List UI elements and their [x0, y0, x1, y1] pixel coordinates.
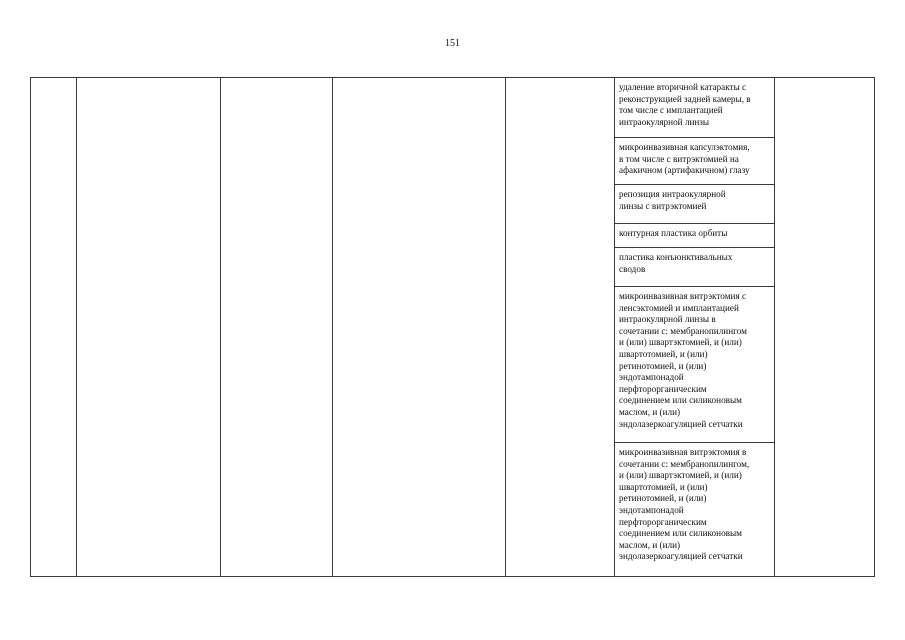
procedures-table — [30, 77, 875, 577]
procedure-line: ретинотомией, и (или) — [619, 493, 707, 504]
procedure-cell — [615, 224, 775, 247]
procedure-line: маслом, и (или) — [619, 539, 681, 550]
procedure-line: микроинвазивная витрэктомия в — [619, 447, 747, 457]
column-divider — [505, 78, 506, 576]
procedure-line: эндолазеркоагуляцией сетчатки — [619, 551, 743, 562]
procedure-line: афакичном (артифакичном) глазу — [619, 165, 750, 176]
procedure-line: реконструкцией задней камеры, в — [619, 93, 751, 104]
procedure-line: линзы с витрэктомией — [619, 200, 707, 211]
procedure-line: пластика конъюнктивальных — [619, 252, 733, 262]
procedure-line: перфторорганическим — [619, 516, 707, 527]
procedure-cell — [615, 78, 775, 137]
procedure-line: ретинотомией, и (или) — [619, 360, 707, 371]
procedure-column — [615, 78, 775, 576]
procedure-line: том числе с имплантацией — [619, 105, 723, 116]
column-divider — [332, 78, 333, 576]
procedure-line: сочетании с: мембранопилингом, — [619, 458, 750, 469]
column-divider — [220, 78, 221, 576]
procedure-line: и (или) швартэктомией, и (или) — [619, 337, 742, 348]
procedure-cell — [615, 248, 775, 286]
procedure-line: контурная пластика орбиты — [619, 228, 728, 238]
procedure-line: соединением или силиконовым — [619, 528, 742, 539]
procedure-line: и (или) швартэктомией, и (или) — [619, 470, 742, 481]
procedure-line: эндолазеркоагуляцией сетчатки — [619, 418, 743, 429]
procedure-line: микроинвазивная витрэктомия с — [619, 291, 747, 301]
procedure-cell — [615, 185, 775, 223]
column-divider — [76, 78, 77, 576]
procedure-line: эндотампонадой — [619, 504, 684, 515]
procedure-line: сводов — [619, 263, 646, 274]
procedure-line: сочетании с: мембранопилингом — [619, 325, 747, 336]
procedure-line: соединением или силиконовым — [619, 395, 742, 406]
procedure-line: удаление вторичной катаракты с — [619, 82, 747, 92]
page-number: 151 — [445, 38, 460, 49]
procedure-line: микроинвазивная капсулэктомия, — [619, 142, 750, 152]
procedure-line: швартотомией, и (или) — [619, 481, 708, 492]
procedure-line: интраокулярной линзы в — [619, 314, 716, 325]
procedure-line: в том числе с витрэктомией на — [619, 153, 739, 164]
procedure-cell — [615, 443, 775, 576]
procedure-line: эндотампонадой — [619, 372, 684, 383]
procedure-line: перфторорганическим — [619, 383, 707, 394]
procedure-line: маслом, и (или) — [619, 406, 681, 417]
procedure-line: швартотомией, и (или) — [619, 348, 708, 359]
procedure-cell — [615, 287, 775, 442]
procedure-line: репозиция интраокулярной — [619, 189, 726, 199]
procedure-line: ленсэктомией и имплантацией — [619, 302, 739, 313]
procedure-line: интраокулярной линзы — [619, 116, 710, 127]
procedure-cell — [615, 138, 775, 184]
